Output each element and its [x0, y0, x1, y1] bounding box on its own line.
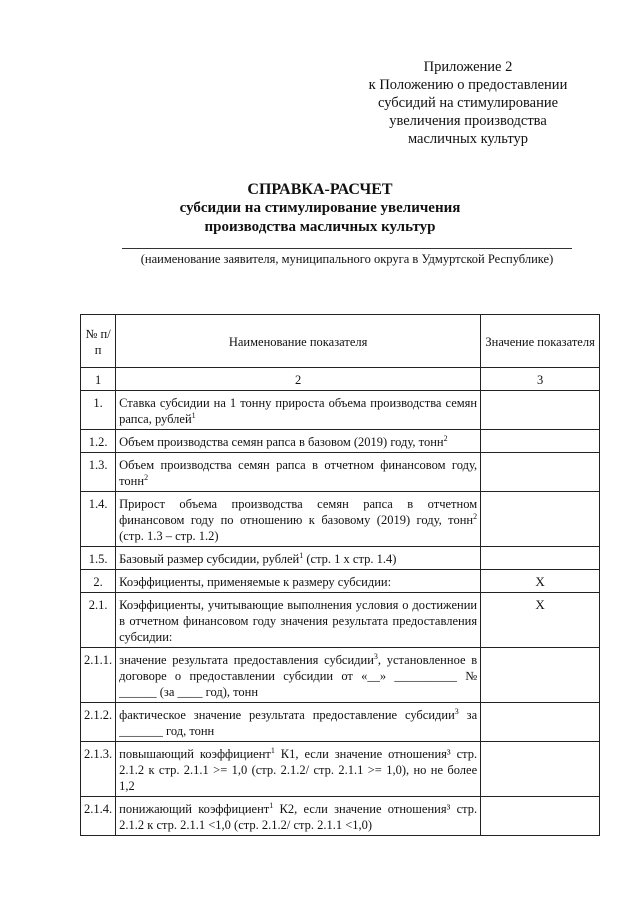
appendix-line: Приложение 2 [423, 59, 513, 75]
row-indicator-name: Ставка субсидии на 1 тонну прироста объема производства семян рапса, рублей$^1$ [116, 391, 481, 430]
header-num: № п/п [81, 315, 116, 368]
title-main: СПРАВКА-РАСЧЕТ [247, 181, 393, 198]
row-number: 2. [81, 570, 116, 593]
row-number: 1. [81, 391, 116, 430]
appendix-line: увеличения производства [389, 113, 547, 129]
appendix-header [338, 58, 598, 148]
header-value: Значение показателя [481, 315, 600, 368]
table-row [81, 391, 600, 430]
table-row [81, 742, 600, 797]
row-indicator-name: повышающий коэффициент$^1$ К1, если значение отношения³ стр. 2.1.2 к стр. 2.1.1 >= 1,0 (стр. 2.1.2/ стр. 2.1.1 >= 1,0), но не более 1,2 [116, 742, 481, 797]
row-indicator-name: Прирост объема производства семян рапса в отчетном финансовом году по отношению к базовому (2019) году, тонн$^2$ (стр. 1.3 – стр. 1.2) [116, 492, 481, 547]
column-number-row [81, 368, 600, 391]
row-number: 2.1.1. [81, 648, 116, 703]
row-value: Х [481, 570, 600, 593]
col-number: 3 [481, 368, 600, 391]
row-value [481, 797, 600, 836]
row-number: 2.1. [81, 593, 116, 648]
row-indicator-name: Коэффициенты, учитывающие выполнения условия о достижении в отчетном финансовом году значения результата предоставления субсидии: [116, 593, 481, 648]
row-number: 1.4. [81, 492, 116, 547]
table-row [81, 797, 600, 836]
row-value [481, 648, 600, 703]
row-number: 1.3. [81, 453, 116, 492]
row-value [481, 391, 600, 430]
document-title [0, 180, 640, 237]
table-row [81, 492, 600, 547]
table-row [81, 648, 600, 703]
appendix-line: субсидий на стимулирование [377, 95, 559, 111]
appendix-line: масличных культур [407, 131, 528, 147]
row-number: 1.2. [81, 430, 116, 453]
col-number: 1 [81, 368, 116, 391]
header-name: Наименование показателя [116, 315, 481, 368]
row-value [481, 703, 600, 742]
appendix-line: к Положению о предоставлении [368, 77, 568, 93]
row-indicator-name: Коэффициенты, применяемые к размеру субсидии: [116, 570, 481, 593]
calculation-table [80, 314, 600, 836]
row-value [481, 742, 600, 797]
row-value [481, 547, 600, 570]
row-indicator-name: фактическое значение результата предоставление субсидии$^3$ за _______ год, тонн [116, 703, 481, 742]
row-value [481, 492, 600, 547]
table-body [81, 391, 600, 836]
table-row [81, 547, 600, 570]
table-row [81, 593, 600, 648]
applicant-caption: (наименование заявителя, муниципального округа в Удмуртской Республике) [140, 252, 554, 266]
table-header-row [81, 315, 600, 368]
title-sub-1: субсидии на стимулирование увеличения [179, 200, 461, 216]
applicant-field [122, 248, 572, 267]
applicant-line [122, 248, 572, 249]
row-indicator-name: Объем производства семян рапса в базовом (2019) году, тонн$^2$ [116, 430, 481, 453]
row-indicator-name: значение результата предоставления субсидии$^3$, установленное в договоре о предоставлении субсидии от «__» __________ № ______ (за ____ год), тонн [116, 648, 481, 703]
row-value [481, 453, 600, 492]
row-value [481, 430, 600, 453]
title-sub-2: производства масличных культур [204, 219, 436, 235]
row-value: Х [481, 593, 600, 648]
row-number: 2.1.4. [81, 797, 116, 836]
row-number: 1.5. [81, 547, 116, 570]
row-number: 2.1.2. [81, 703, 116, 742]
table-row [81, 570, 600, 593]
col-number: 2 [116, 368, 481, 391]
row-number: 2.1.3. [81, 742, 116, 797]
row-indicator-name: Объем производства семян рапса в отчетном финансовом году, тонн$^2$ [116, 453, 481, 492]
table-row [81, 453, 600, 492]
table-row [81, 430, 600, 453]
table-row [81, 703, 600, 742]
row-indicator-name: понижающий коэффициент$^1$ К2, если значение отношения³ стр. 2.1.2 к стр. 2.1.1 <1,0 (стр. 2.1.2/ стр. 2.1.1 <1,0) [116, 797, 481, 836]
row-indicator-name: Базовый размер субсидии, рублей$^1$ (стр. 1 х стр. 1.4) [116, 547, 481, 570]
